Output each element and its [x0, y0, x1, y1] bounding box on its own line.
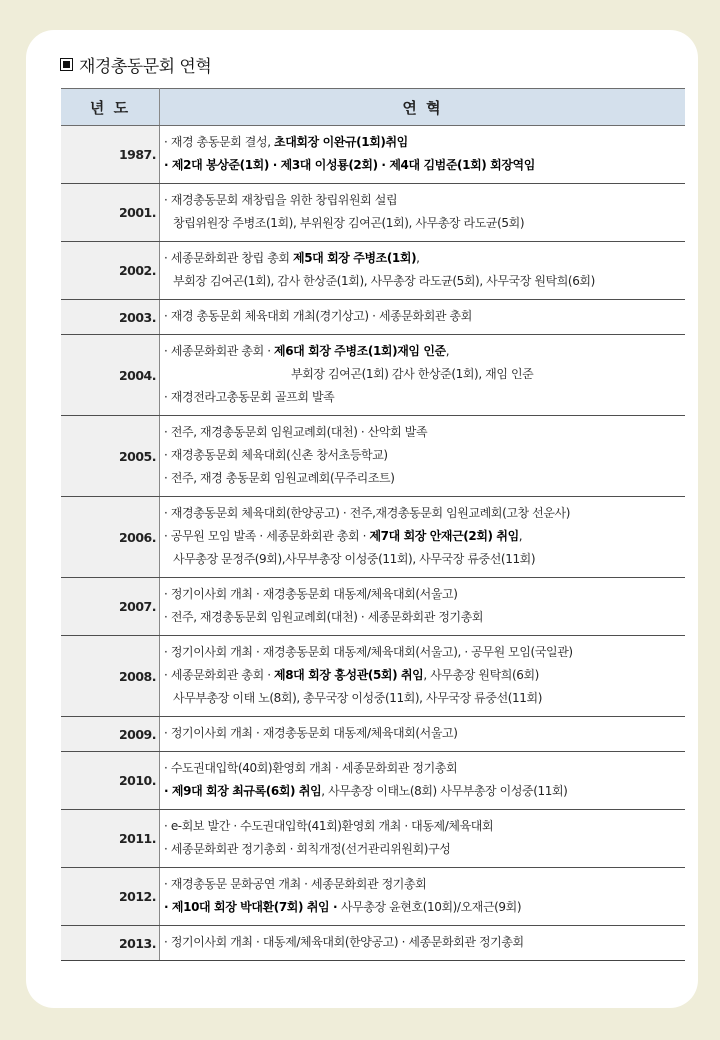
table-row [61, 636, 685, 717]
history-cell [160, 868, 686, 926]
history-line [164, 664, 685, 687]
history-text: · 재경총동문회 재창립을 위한 창립위원회 설립 [164, 193, 398, 207]
history-line [164, 247, 685, 270]
history-text: , [445, 344, 450, 358]
history-text: , 사무총장 이태노(8회) 사무부총장 이성중(11회) [321, 784, 568, 798]
history-text: · 정기이사회 개최 · 재경총동문회 대동제/체육대회(서울고), · 공무원 모임(국일관) [164, 645, 573, 659]
history-text: , [518, 529, 523, 543]
history-line [164, 340, 685, 363]
history-text: · 전주, 재경총동문회 임원교례회(대천) · 산악회 발족 [164, 425, 428, 439]
table-row [61, 497, 685, 578]
history-line [164, 363, 685, 386]
history-text: · 세종문화회관 총회 · [164, 344, 275, 358]
history-text: · 세종문화회관 총회 · [164, 668, 275, 682]
table-row [61, 335, 685, 416]
year-cell: 2013. [61, 926, 160, 961]
history-card [26, 30, 698, 1008]
table-row [61, 126, 685, 184]
history-line [164, 270, 685, 293]
history-column-header: 연 혁 [160, 89, 686, 126]
history-text: , 사무총장 원탁희(6회) [423, 668, 539, 682]
history-text: · 재경 총동문회 체육대회 개최(경기상고) · 세종문화회관 총회 [164, 309, 472, 323]
square-bullet-icon [60, 58, 73, 71]
history-text: 사무부총장 이태 노(8회), 총무국장 이성중(11회), 사무국장 류중선(11회) [173, 691, 542, 705]
history-text: · 전주, 재경 총동문회 임원교례회(무주리조트) [164, 471, 395, 485]
section-title: 재경총동문회 연혁 [79, 57, 212, 77]
history-text: · 세종문화회관 창립 총회 [164, 251, 293, 265]
history-line [164, 502, 685, 525]
history-cell [160, 810, 686, 868]
year-cell: 2003. [61, 300, 160, 335]
year-cell: 2007. [61, 578, 160, 636]
year-cell: 2008. [61, 636, 160, 717]
history-text: 사무총장 윤현호(10회)/오재근(9회) [340, 900, 522, 914]
table-row [61, 184, 685, 242]
history-cell [160, 636, 686, 717]
history-line [164, 583, 685, 606]
history-text-bold: · 제9대 회장 최규록(6회) 취임 [164, 784, 322, 798]
year-cell: 2004. [61, 335, 160, 416]
history-line [164, 873, 685, 896]
history-text: · 전주, 재경총동문회 임원교례회(대천) · 세종문화회관 정기총회 [164, 610, 484, 624]
history-line [164, 722, 685, 745]
history-text: · 정기이사회 개최 · 재경총동문회 대동제/체육대회(서울고) [164, 587, 458, 601]
history-text-bold: · 제10대 회장 박대환(7회) 취임 · [164, 900, 341, 914]
table-header-row [61, 89, 685, 126]
history-line [164, 548, 685, 571]
history-text-bold: 제6대 회장 주병조(1회)재임 인준 [274, 344, 446, 358]
history-line [164, 386, 685, 409]
table-row [61, 717, 685, 752]
year-cell: 2001. [61, 184, 160, 242]
table-row [61, 926, 685, 961]
history-text-bold: · 제2대 봉상준(1회) · 제3대 이성룡(2회) · 제4대 김범준(1회) 회장역임 [164, 158, 535, 172]
history-line [164, 305, 685, 328]
history-line [164, 606, 685, 629]
year-cell: 2009. [61, 717, 160, 752]
year-cell: 2011. [61, 810, 160, 868]
history-text-bold: 제7대 회장 안재근(2회) 취임 [369, 529, 519, 543]
history-text: · 재경전라고총동문회 골프회 발족 [164, 390, 335, 404]
history-cell [160, 578, 686, 636]
history-table-body [61, 126, 685, 961]
history-table [61, 88, 685, 961]
history-cell [160, 184, 686, 242]
history-text: · 세종문화회관 정기총회 · 회칙개정(선거관리위원회)구성 [164, 842, 451, 856]
history-text: · 공무원 모임 발족 · 세종문화회관 총회 · [164, 529, 370, 543]
year-cell: 2012. [61, 868, 160, 926]
history-cell [160, 497, 686, 578]
history-line [164, 641, 685, 664]
history-cell [160, 126, 686, 184]
history-text-bold: 제8대 회장 홍성관(5회) 취임 [274, 668, 424, 682]
history-text: 부회장 김여곤(1회) 감사 한상준(1회), 재임 인준 [291, 367, 534, 381]
year-cell: 2010. [61, 752, 160, 810]
section-heading [60, 52, 211, 77]
history-text: , [416, 251, 420, 265]
table-row [61, 810, 685, 868]
history-text: · 재경총동문회 체육대회(한양공고) · 전주,재경총동문회 임원교례회(고창 선운사) [164, 506, 571, 520]
table-row [61, 578, 685, 636]
history-cell [160, 335, 686, 416]
history-cell [160, 300, 686, 335]
year-cell: 1987. [61, 126, 160, 184]
history-line [164, 815, 685, 838]
history-cell [160, 717, 686, 752]
history-line [164, 421, 685, 444]
history-text: · e-회보 발간 · 수도권대입학(41회)환영회 개최 · 대동제/체육대회 [164, 819, 494, 833]
history-text: · 수도권대입학(40회)환영회 개최 · 세종문화회관 정기총회 [164, 761, 458, 775]
table-row [61, 242, 685, 300]
history-line [164, 757, 685, 780]
history-text: · 재경 총동문회 결성, [164, 135, 275, 149]
table-row [61, 416, 685, 497]
table-row [61, 752, 685, 810]
history-line [164, 189, 685, 212]
history-text-bold: 제5대 회장 주병조(1회) [293, 251, 417, 265]
year-cell: 2006. [61, 497, 160, 578]
table-row [61, 300, 685, 335]
year-column-header: 년 도 [61, 89, 160, 126]
history-text-bold: 초대회장 이완규(1회)취임 [274, 135, 408, 149]
history-cell [160, 242, 686, 300]
year-cell: 2002. [61, 242, 160, 300]
history-text: · 재경총동문 문화공연 개최 · 세종문화회관 정기총회 [164, 877, 427, 891]
history-text: · 정기이사회 개최 · 대동제/체육대회(한양공고) · 세종문화회관 정기총회 [164, 935, 524, 949]
history-text: 창립위원장 주병조(1회), 부위원장 김여곤(1회), 사무총장 라도균(5회) [173, 216, 525, 230]
year-cell: 2005. [61, 416, 160, 497]
history-text: 부회장 김여곤(1회), 감사 한상준(1회), 사무총장 라도균(5회), 사무국장 원탁희(6회) [173, 274, 595, 288]
history-line [164, 467, 685, 490]
history-text: 사무총장 문정주(9회),사무부총장 이성중(11회), 사무국장 류중선(11회) [173, 552, 536, 566]
history-line [164, 838, 685, 861]
history-line [164, 525, 685, 548]
history-line [164, 780, 685, 803]
history-cell [160, 416, 686, 497]
history-text: · 재경총동문회 체육대회(신촌 창서초등학교) [164, 448, 388, 462]
history-line [164, 212, 685, 235]
history-line [164, 931, 685, 954]
history-text: · 정기이사회 개최 · 재경총동문회 대동제/체육대회(서울고) [164, 726, 458, 740]
history-line [164, 444, 685, 467]
history-line [164, 896, 685, 919]
history-cell [160, 752, 686, 810]
history-line [164, 687, 685, 710]
history-line [164, 131, 685, 154]
table-row [61, 868, 685, 926]
history-cell [160, 926, 686, 961]
history-line [164, 154, 685, 177]
